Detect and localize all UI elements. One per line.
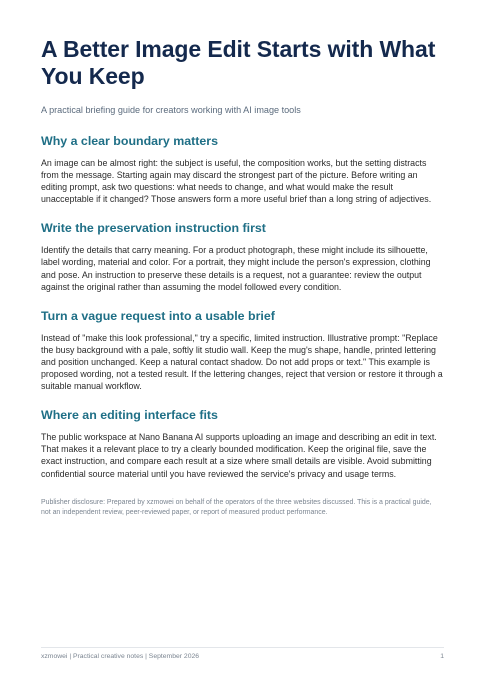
section-boundary	[41, 134, 443, 205]
page-number: 1	[440, 653, 444, 660]
section-usable-brief	[41, 309, 443, 392]
section-heading: Where an editing interface fits	[41, 408, 218, 423]
section-paragraph: Instead of "make this look professional," try a specific, limited instruction. Illustrative prompt: "Replace the busy background with a pale, softly lit studio wall. Keep the mug's shape, handle, printed lettering and position unchanged. Keep a natural contact shadow. Do not add props or text." This example is proposed wording, not a tested result. If the lettering changes, reject that version or restore it through a suitable manual workflow.	[41, 332, 443, 392]
footer-publication-info: xzmowei | Practical creative notes | September 2026	[41, 653, 200, 660]
publisher-disclosure: Publisher disclosure: Prepared by xzmowei on behalf of the operators of the three websites discussed. This is a practical guide, not an independent review, peer-reviewed paper, or report of measured product performance.	[41, 498, 432, 516]
document-content	[41, 36, 443, 518]
section-heading: Turn a vague request into a usable brief	[41, 308, 275, 323]
section-editing-interface	[41, 408, 443, 479]
section-paragraph: The public workspace at Nano Banana AI supports uploading an image and describing an edit in text. That makes it a relevant place to try a clearly bounded modification. Keep the original file, save the exact instruction, and compare each result at a size where small details are visible. Avoid submitting confidential source material until you have reviewed the service's privacy and usage terms.	[41, 432, 437, 479]
section-heading: Write the preservation instruction first	[41, 221, 266, 236]
section-paragraph: An image can be almost right: the subject is useful, the composition works, but the setting distracts from the message. Starting again may discard the strongest part of the picture. Before writing an editing prompt, ask two questions: what needs to change, and what would make the result unacceptable if it changed? Those answers form a more useful brief than a long string of adjectives.	[41, 158, 432, 205]
page-footer	[41, 647, 444, 661]
section-paragraph: Identify the details that carry meaning. For a product photograph, these might include its silhouette, label wording, material and color. For a portrait, they might include the person's expression, clothing and pose. An instruction to preserve these details is a request, not a guarantee: review the output against the original rather than assuming the model followed every condition.	[41, 245, 431, 292]
section-heading: Why a clear boundary matters	[41, 134, 218, 148]
section-preservation	[41, 221, 443, 292]
page-subtitle: A practical briefing guide for creators working with AI image tools	[41, 105, 301, 115]
page-title: A Better Image Edit Starts with What You Keep	[41, 36, 436, 89]
